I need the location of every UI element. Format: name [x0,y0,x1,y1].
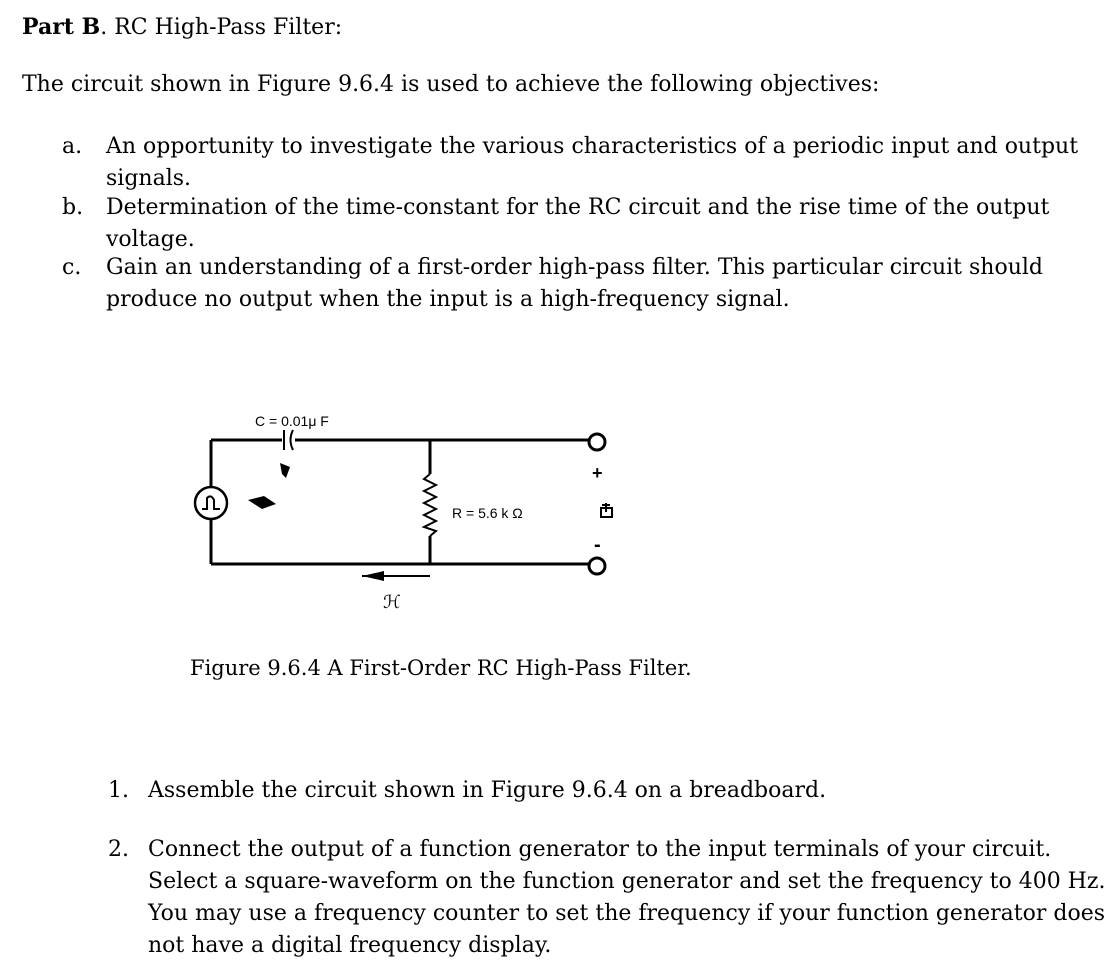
step-label: 2. [108,837,129,862]
intro-paragraph: The circuit shown in Figure 9.6.4 is used to achieve the following objectives: [22,72,880,97]
output-minus: - [594,534,601,556]
capacitor-symbol [284,430,293,450]
output-plus: + [592,463,603,483]
output-terminal-bottom [589,558,605,574]
objective-text: An opportunity to investigate the various characteristics of a periodic input and output signals. [106,134,1079,191]
resistor-label: R = 5.6 k Ω [452,505,523,521]
section-heading-bold: Part B [22,14,101,40]
ground-symbol: ℋ [383,592,401,612]
step-label: 1. [108,778,129,803]
probe-marker-icon [248,463,290,509]
objective-text: Determination of the time-constant for the RC circuit and the rise time of the output voltage. [106,195,1050,252]
step-text: Assemble the circuit shown in Figure 9.6.4 on a breadboard. [148,778,827,803]
objective-label: a. [62,134,83,159]
ground-arrow [362,571,430,581]
capacitor-label: C = 0.01μ F [255,413,329,429]
step-text: Connect the output of a function generator to the input terminals of your circuit. Select a square-waveform on the function generator and set the frequency to 400 Hz. You may use a frequency counter to set the frequency if your function generator does not have a digital frequency display. [148,837,1106,958]
resistor-symbol [424,474,436,536]
objective-text: Gain an understanding of a first-order high-pass filter. This particular circuit should produce no output when the input is a high-frequency signal. [106,255,1043,312]
section-heading-rest: . RC High-Pass Filter: [100,15,343,40]
output-terminal-top [589,434,605,450]
ac-source-symbol [195,487,227,519]
objective-label: b. [62,195,84,220]
figure-caption: Figure 9.6.4 A First-Order RC High-Pass Filter. [190,656,692,680]
objective-label: c. [62,255,82,280]
output-probe-icon [601,503,612,517]
